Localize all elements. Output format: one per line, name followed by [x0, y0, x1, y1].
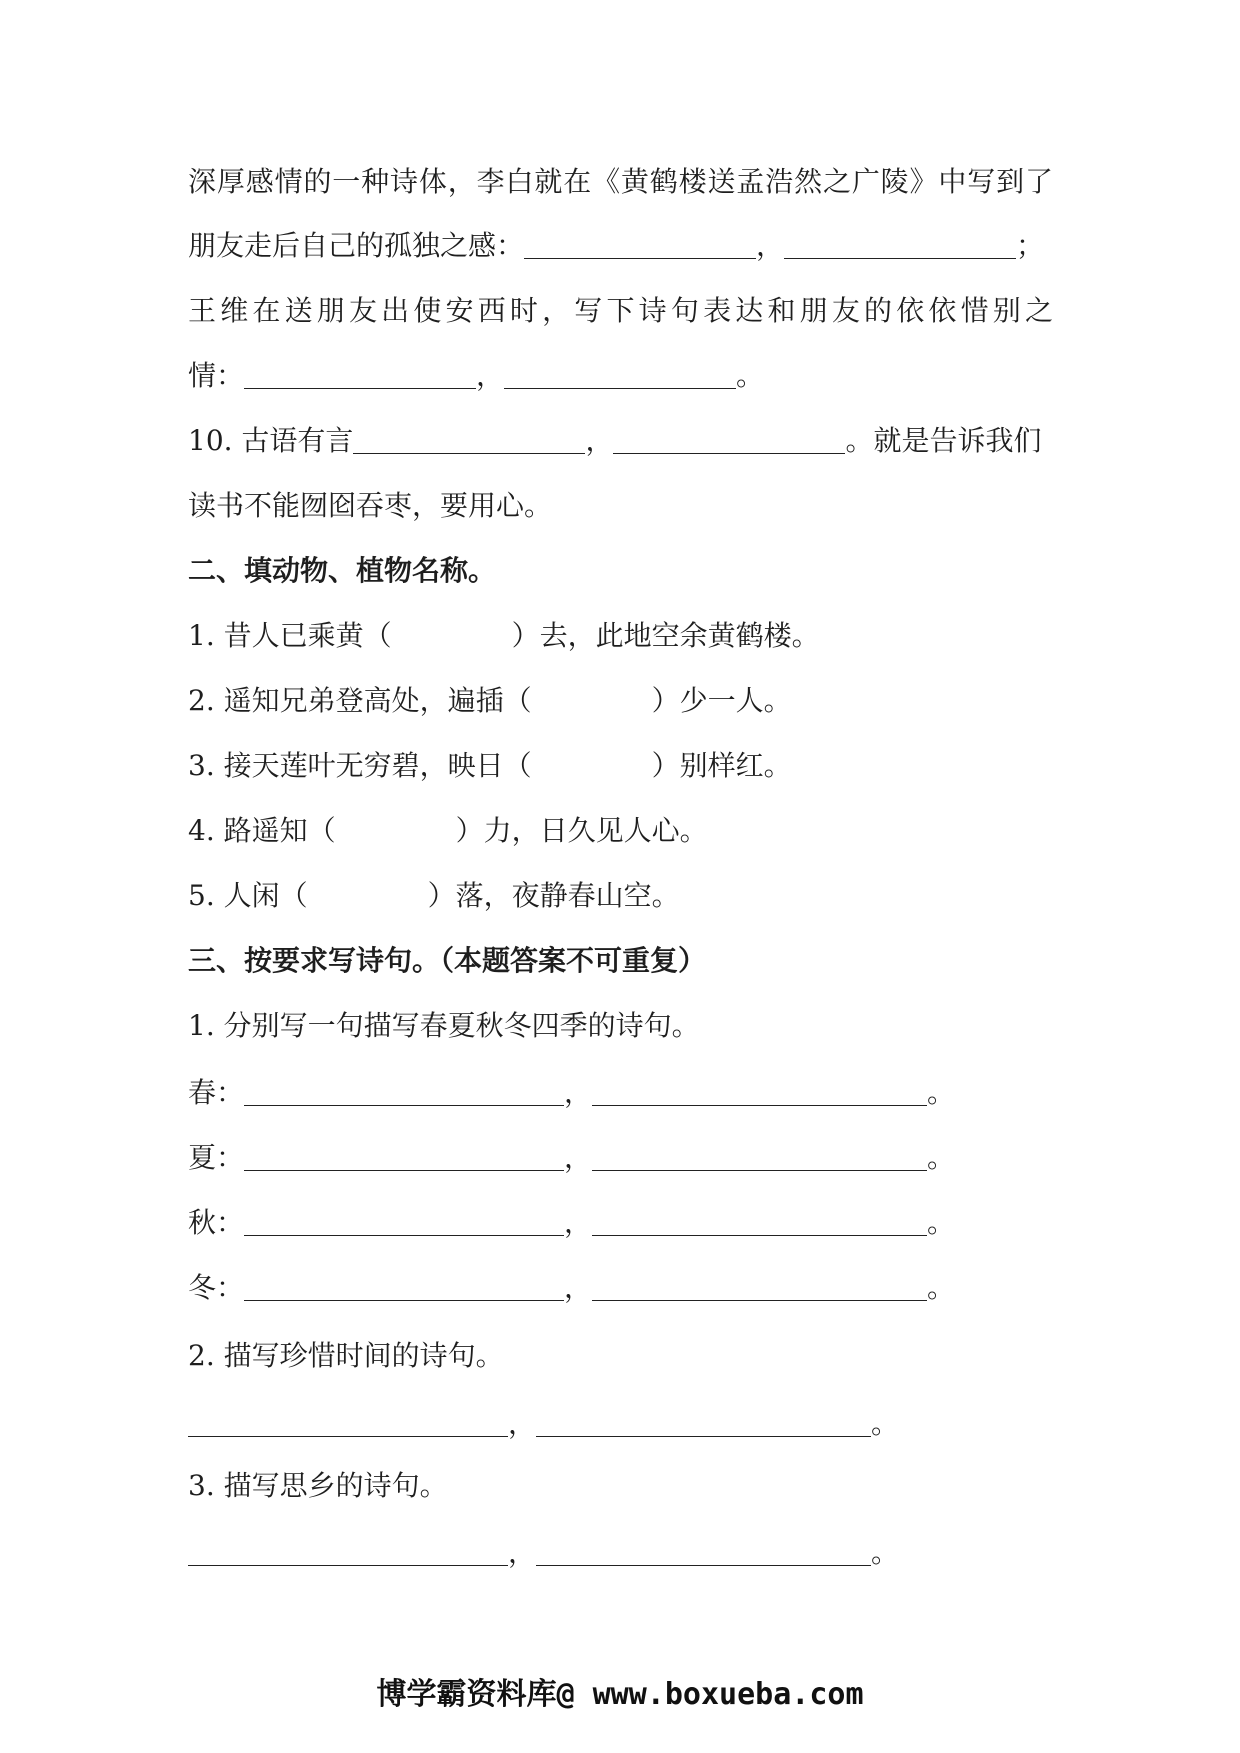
list-item: 3. 接天莲叶无穷碧，映日（ ）别样红。: [188, 749, 792, 782]
answer-blank[interactable]: [353, 423, 585, 454]
q9-line4: 情： ， 。: [188, 359, 765, 392]
footer-watermark: 博学霸资料库@ www.boxueba.com: [376, 1677, 864, 1712]
answer-blank[interactable]: [592, 1270, 927, 1301]
section3-q1: 1. 分别写一句描写春夏秋冬四季的诗句。: [188, 1009, 700, 1042]
answer-blank[interactable]: [592, 1075, 927, 1106]
answer-blank[interactable]: [244, 358, 476, 389]
answer-row-q3: ， 。: [188, 1533, 899, 1573]
q9-line2: 朋友走后自己的孤独之感： ， ；: [188, 229, 1045, 262]
list-item: 4. 路遥知（ ）力，日久见人心。: [188, 814, 708, 847]
answer-blank[interactable]: [536, 1535, 871, 1566]
q9-line1: 深厚感情的一种诗体，李白就在《黄鹤楼送孟浩然之广陵》中写到了: [188, 165, 1053, 198]
answer-blank[interactable]: [524, 228, 756, 259]
q9-line3: 王维在送朋友出使安西时，写下诗句表达和朋友的依依惜别之: [188, 294, 1053, 327]
answer-blank[interactable]: [592, 1205, 927, 1236]
section3-q3: 3. 描写思乡的诗句。: [188, 1469, 448, 1502]
q10-line1: 10. 古语有言 ， 。就是告诉我们: [188, 424, 1042, 457]
answer-blank[interactable]: [244, 1270, 564, 1301]
list-item: 1. 昔人已乘黄（ ）去，此地空余黄鹤楼。: [188, 619, 820, 652]
answer-blank[interactable]: [188, 1535, 508, 1566]
answer-blank[interactable]: [244, 1140, 564, 1171]
q10-line2: 读书不能囫囵吞枣，要用心。: [188, 489, 553, 522]
section3-q2: 2. 描写珍惜时间的诗句。: [188, 1339, 504, 1372]
answer-blank[interactable]: [244, 1075, 564, 1106]
answer-row-q2: ， 。: [188, 1404, 899, 1444]
list-item: 5. 人闲（ ）落，夜静春山空。: [188, 879, 680, 912]
answer-blank[interactable]: [592, 1140, 927, 1171]
season-row-autumn: 秋： ， 。: [188, 1206, 956, 1239]
section2-title: 二、填动物、植物名称。: [188, 554, 497, 587]
season-row-winter: 冬： ， 。: [188, 1271, 956, 1304]
answer-blank[interactable]: [784, 228, 1016, 259]
list-item: 2. 遥知兄弟登高处，遍插（ ）少一人。: [188, 684, 792, 717]
answer-blank[interactable]: [504, 358, 736, 389]
answer-blank[interactable]: [188, 1406, 508, 1437]
answer-blank[interactable]: [536, 1406, 871, 1437]
answer-blank[interactable]: [244, 1205, 564, 1236]
season-row-spring: 春： ， 。: [188, 1076, 956, 1109]
season-row-summer: 夏： ， 。: [188, 1141, 956, 1174]
answer-blank[interactable]: [613, 423, 845, 454]
section3-title: 三、按要求写诗句。（本题答案不可重复）: [188, 944, 707, 977]
